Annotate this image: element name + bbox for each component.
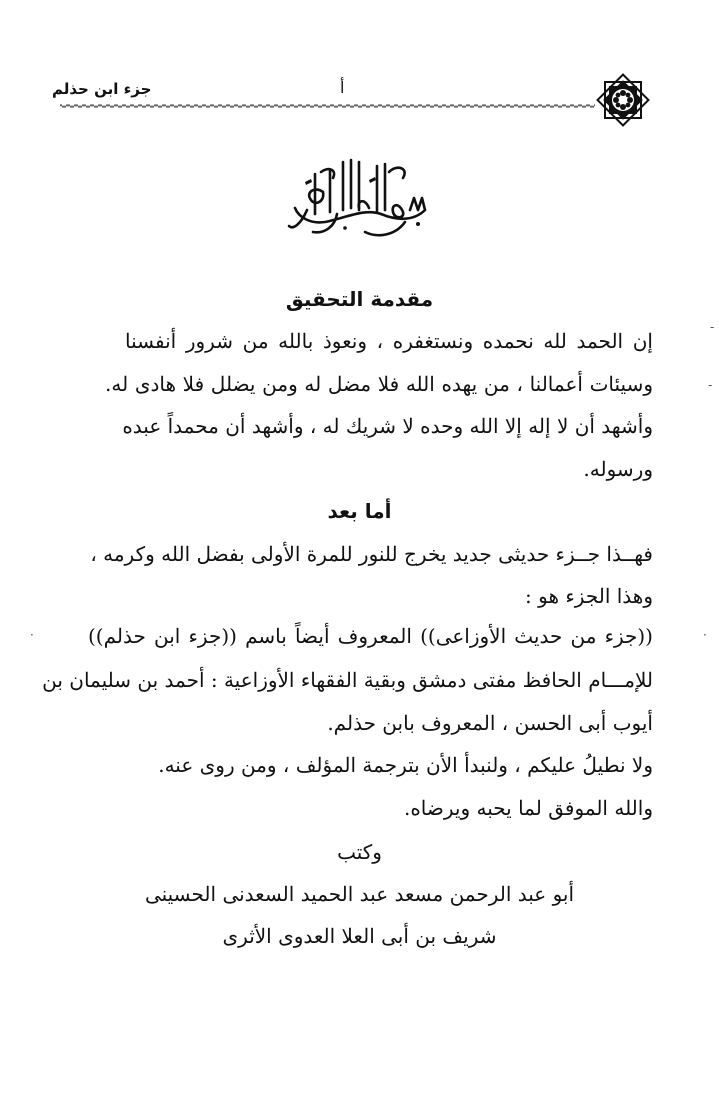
basmala-calligraphy	[285, 152, 435, 244]
body-line-1: فهــذا جــزء حديثى جديد يخرج للنور للمرة الأولى بفضل الله وكرمه ،	[90, 542, 653, 566]
margin-mark: ·	[30, 628, 34, 642]
header-rule	[60, 103, 595, 109]
body-line-6: ولا نطيلُ عليكم ، ولنبدأ الأن بترجمة المؤلف ، ومن روى عنه.	[158, 753, 653, 777]
margin-mark: -	[708, 378, 713, 392]
intro-heading: مقدمة التحقيق	[285, 287, 434, 311]
header-page-letter: أ	[340, 78, 345, 97]
amma-baad-heading: أما بعد	[327, 499, 392, 523]
margin-mark: ·	[703, 628, 707, 642]
margin-mark: -	[710, 320, 715, 334]
body-line-5: أيوب أبى الحسن ، المعروف بابن حذلم.	[327, 711, 653, 735]
intro-line-4: ورسوله.	[583, 457, 653, 481]
signature-author-2: شريف بن أبى العلا العدوى الأثرى	[222, 924, 497, 948]
signature-wrote-label: وكتب	[337, 840, 382, 864]
body-line-3: ((جزء من حديث الأوزاعى)) المعروف أيضاً باسم ((جزء ابن حذلم))	[88, 624, 653, 648]
intro-line-1: إن الحمد لله نحمده ونستغفره ، ونعوذ بالله من شرور أنفسنا	[125, 329, 653, 353]
intro-line-2: وسيئات أعمالنا ، من يهده الله فلا مضل له ومن يضلل فلا هادى له.	[105, 372, 653, 396]
body-line-4: للإمـــام الحافظ مفتى دمشق وبقية الفقهاء الأوزاعية : أحمد بن سليمان بن	[42, 668, 653, 692]
signature-author-1: أبو عبد الرحمن مسعد عبد الحميد السعدنى الحسينى	[144, 882, 575, 906]
header-book-title: جزء ابن حذلم	[52, 80, 152, 98]
body-line-7: والله الموفق لما يحبه ويرضاه.	[403, 796, 653, 820]
body-line-2: وهذا الجزء هو :	[525, 584, 653, 608]
star-ornament-icon	[595, 72, 651, 128]
intro-line-3: وأشهد أن لا إله إلا الله وحده لا شريك له ، وأشهد أن محمداً عبده	[122, 414, 653, 438]
